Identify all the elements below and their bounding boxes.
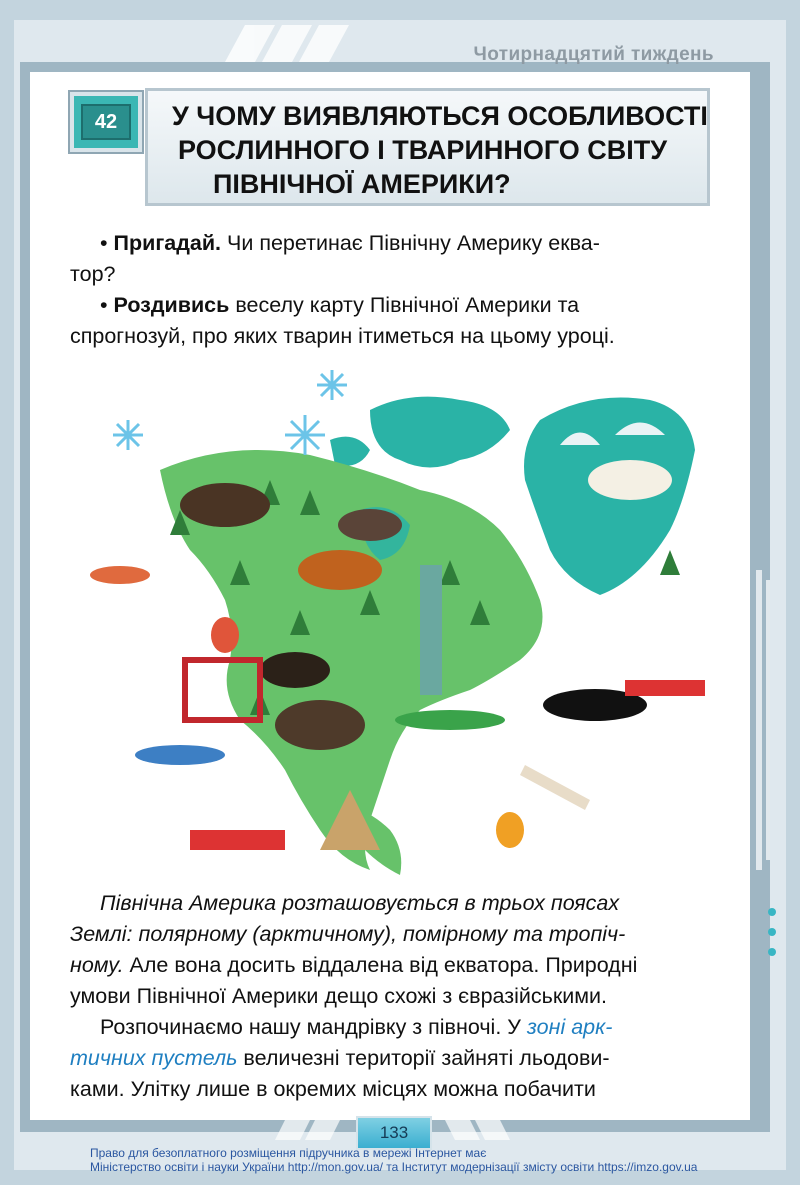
paragraph-2-line-2-rest: величезні території зайняті льодови- [237,1046,610,1070]
paragraph-1-line-3-rest: Але вона досить віддалена від екватора. Природні [123,953,638,977]
hot-air-balloon-figure [496,812,524,848]
task-recall-label: Пригадай. [113,231,222,255]
polar-bear-figure [588,460,672,500]
task-recall-text-2: тор? [70,262,116,286]
moose-figure [298,550,382,590]
paragraph-arctic-deserts [70,1012,718,1105]
shark-figure [135,745,225,765]
task-look-label: Роздивись [113,293,230,317]
task-recall [70,228,718,290]
task-recall-text: Чи перетинає Північну Америку еква- [221,231,600,255]
boar-figure [338,509,402,541]
arctic-islands-shape [370,397,510,468]
fish-figure [90,566,150,584]
bison-figure [275,700,365,750]
cargo-ship-figure [190,830,285,850]
lesson-number: 42 [81,104,131,140]
paragraph-1-line-4: умови Північної Америки дещо схожі з євразійськими. [70,984,608,1008]
eagle-figure [260,652,330,688]
decorative-dot [768,948,776,956]
lesson-title-line-2: РОСЛИННОГО І ТВАРИННОГО СВІТУ [178,135,668,165]
footer-copyright-line-1: Право для безоплатного розміщення підручника в мережі Інтернет має [90,1146,487,1160]
task-look-text-2: спрогнозуй, про яких тварин ітиметься на цьому уроці. [70,324,615,348]
bullet: • [100,231,108,255]
task-look-text: веселу карту Північної Америки та [229,293,580,317]
snowflake-icon [317,370,347,400]
ship-figure [625,680,705,696]
lesson-title-line-1: У ЧОМУ ВИЯВЛЯЮТЬСЯ ОСОБЛИВОСТІ [172,101,708,131]
week-label: Чотирнадцятий тиждень [473,44,714,65]
decorative-dot [768,908,776,916]
lesson-title-line-3: ПІВНІЧНОЇ АМЕРИКИ? [213,169,511,199]
paragraph-1-line-3-italic: ному. [70,953,124,977]
north-america-map-illustration [70,360,730,880]
paragraph-2-line-3: ками. Улітку лише в окремих місцях можна побачити [70,1077,596,1101]
snowflake-icon [113,420,143,450]
arctic-desert-zone-link[interactable]: зоні арк- [526,1015,613,1039]
paragraph-1-line-2: Землі: полярному (арктичному), помірному та тропіч- [70,922,626,946]
arctic-desert-zone-link-continued[interactable]: тичних пустель [70,1046,238,1070]
arctic-island-small [330,437,370,466]
bullet: • [100,293,108,317]
airplane-figure [520,765,590,810]
lesson-title-box [145,88,710,206]
page-number: 133 [356,1116,432,1150]
statue-of-liberty-figure [420,565,442,695]
bear-figure [180,483,270,527]
paragraph-2-line-1-start: Розпочинаємо нашу мандрівку з півночі. У [100,1015,527,1039]
snowflake-icon [285,415,325,455]
paragraph-climate-zones [70,888,718,1012]
lesson-number-badge [70,92,142,152]
crocodile-figure [395,710,505,730]
task-look [70,290,718,352]
paragraph-1-line-1: Північна Америка розташовується в трьох поясах [100,891,620,915]
footer-copyright-line-2: Міністерство освіти і науки України http://mon.gov.ua/ та Інститут модернізації змісту освіти https://imzo.gov.ua [90,1160,698,1174]
hot-air-balloon-figure [211,617,239,653]
decorative-dot [768,928,776,936]
